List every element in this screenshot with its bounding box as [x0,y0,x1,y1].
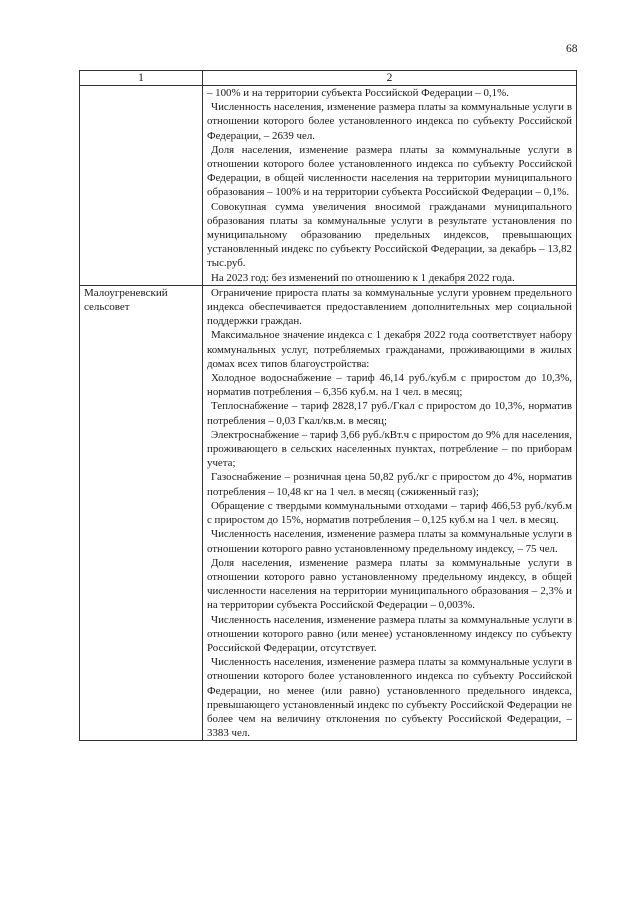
paragraph: Ограничение прироста платы за коммунальные услуги уровнем предельного индекса обеспечивается предоставлением дополнительных мер социальной поддержки граждан. [207,286,572,328]
paragraph: Холодное водоснабжение – тариф 46,14 руб./куб.м с приростом до 10,3%, норматив потребления – 6,356 куб.м. на 1 чел. в месяц; [207,372,572,399]
paragraph: Численность населения, изменение размера платы за коммунальные услуги в отношении которого равно установленному предельному индексу, – 75 чел. [207,528,572,555]
paragraph: Газоснабжение – розничная цена 50,82 руб./кг с приростом до 4%, норматив потребления – 10,48 кг на 1 чел. в месяц (сжиженный газ); [207,471,572,498]
description-cell [203,86,577,286]
municipality-cell [80,86,203,286]
table-row [80,86,577,286]
column-header-1: 1 [80,71,203,86]
paragraph: Максимальное значение индекса с 1 декабря 2022 года соответствует набору коммунальных услуг, потребляемых гражданами, проживающими в жилых домах всех типов благоустройства: [207,329,572,370]
municipality-cell: Малоугреневский сельсовет [80,285,203,741]
paragraph: На 2023 год: без изменений по отношению к 1 декабря 2022 года. [211,271,515,284]
paragraph: Электроснабжение – тариф 3,66 руб./кВт.ч с приростом до 9% для населения, проживающего в сельских населенных пунктах, потребление – по приборам учета; [207,428,572,470]
paragraph: Численность населения, изменение размера платы за коммунальные услуги в отношении которого равно (или менее) установленному индексу по субъекту Российской Федерации, отсутствует. [207,613,572,654]
paragraph: – 100% и на территории субъекта Российской Федерации – 0,1%. [207,87,509,99]
paragraph: Теплоснабжение – тариф 2828,17 руб./Гкал с приростом до 10,3%, норматив потребления – 0,03 Гкал/кв.м. в месяц; [207,400,572,427]
paragraph: Обращение с твердыми коммунальными отходами – тариф 466,53 руб./куб.м с приростом до 15%, норматив потребления – 0,125 куб.м на 1 чел. в месяц. [207,499,572,527]
column-header-2: 2 [203,71,577,86]
paragraph: Доля населения, изменение размера платы за коммунальные услуги в отношении которого более установленного индекса по субъекту Российской Федерации, в общей численности населения на территории муниципального образования – 100% и на территории субъекта Российской Федерации – 0,1%. [207,143,572,199]
paragraph: Доля населения, изменение размера платы за коммунальные услуги в отношении которого равно установленному предельному индексу, в общей численности населения на территории муниципального образования – 2,3% и на территории субъекта Российской Федерации – 0,003%. [207,556,572,612]
page-number: 68 [566,43,578,55]
table-header-row [80,71,577,86]
paragraph: Совокупная сумма увеличения вносимой гражданами муниципального образования платы за коммунальные услуги в результате установления по муниципальному образованию предельных индексов, превышающих установленный индекс по субъекту Российской Федерации, за декабрь – 13,82 тыс.руб. [207,200,572,270]
paragraph: Численность населения, изменение размера платы за коммунальные услуги в отношении которого более установленного индекса по субъекту Российской Федерации, но менее (или равно) установленного предельного индекса, превышающего установленный индекс по субъекту Российской Федерации не более чем на величину отклонения по субъекту Российской Федерации, – 3383 чел. [207,656,572,740]
description-cell [203,285,577,741]
table-row [80,285,577,741]
document-table [79,70,577,741]
paragraph: Численность населения, изменение размера платы за коммунальные услуги в отношении которого более установленного индекса по субъекту Российской Федерации, – 2639 чел. [207,101,572,142]
